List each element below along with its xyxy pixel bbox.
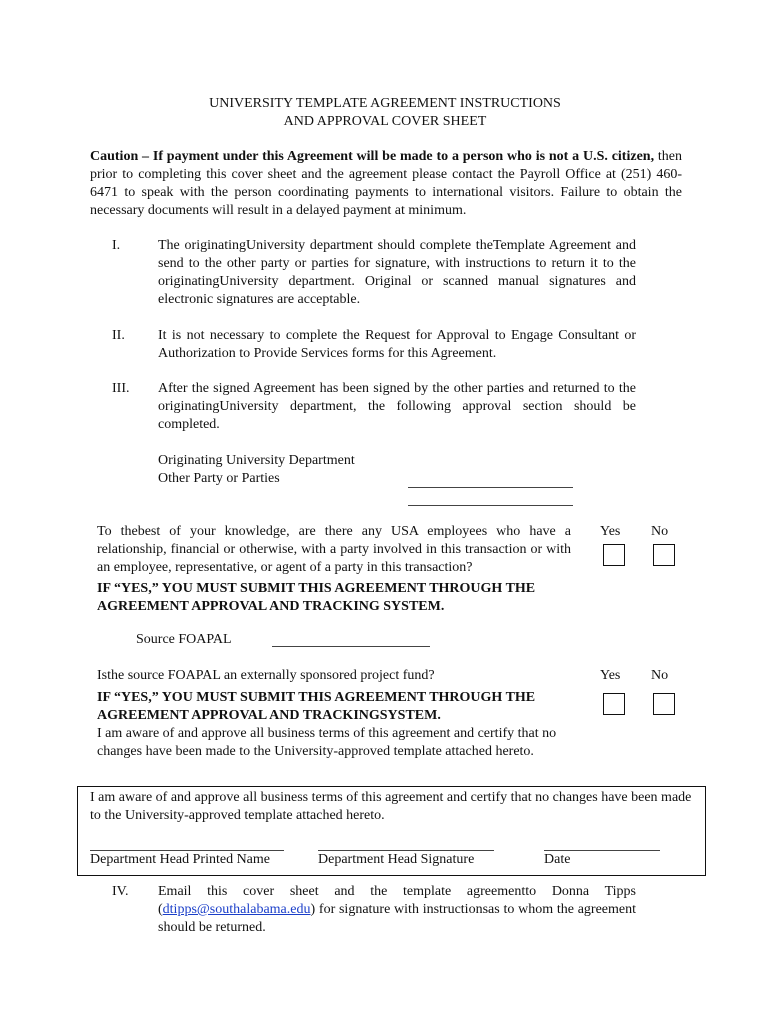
- instruction-item-4: [112, 883, 636, 937]
- document-title-line1: UNIVERSITY TEMPLATE AGREEMENT INSTRUCTIONS: [209, 96, 561, 111]
- source-foapal-label: Source FOAPAL: [136, 632, 232, 647]
- certification-text: I am aware of and approve all business terms of this agreement and certify that no changes have been made to the University-approved template attached hereto.: [90, 790, 692, 823]
- step4-text-before: Email this cover sheet and the template agreementto Donna Tipps (: [158, 884, 636, 917]
- instruction-text: [158, 883, 636, 937]
- question2-aware-text: I am aware of and approve all business terms of this agreement and certify that no changes have been made to the University-approved template attached hereto.: [97, 726, 557, 759]
- question2-no-label: No: [651, 668, 669, 683]
- other-party-label: Other Party or Parties: [158, 471, 280, 486]
- other-party-signature-line[interactable]: [408, 505, 573, 506]
- caution-body: then prior to completing this cover sheet and the agreement please contact the Payroll Office at (251) 460-6471 to speak with the person coordinating payments to international visitors. Failure to obtain the necessary documents will result in a delayed payment at minimum.: [90, 149, 683, 218]
- caution-heading: Caution – If payment under this Agreement will be made to a person who is not a U.S. citizen,: [90, 149, 655, 164]
- question2-text: Isthe source FOAPAL an externally sponsored project fund?: [97, 668, 435, 683]
- step4-text-after: ) for signature with instructionsas to whom the agreement should be returned.: [158, 902, 636, 935]
- instruction-number: IV.: [112, 884, 129, 899]
- document-title-line2: AND APPROVAL COVER SHEET: [283, 114, 487, 129]
- instruction-text: It is not necessary to complete the Request for Approval to Engage Consultant or Authorization to Provide Services forms for this Agreement.: [158, 328, 636, 361]
- email-link[interactable]: dtipps@southalabama.edu: [162, 902, 311, 917]
- question2-yes-label: Yes: [600, 668, 621, 683]
- question1-warning: IF “YES,” YOU MUST SUBMIT THIS AGREEMENT THROUGH THE AGREEMENT APPROVAL AND TRACKING SYSTEM.: [97, 581, 536, 614]
- originating-department-label: Originating University Department: [158, 453, 355, 468]
- question1-yes-checkbox[interactable]: [603, 544, 625, 566]
- printed-name-label: Department Head Printed Name: [90, 852, 270, 867]
- instruction-item-1: [112, 237, 636, 309]
- question2-no-checkbox[interactable]: [653, 693, 675, 715]
- source-foapal-input-line[interactable]: [272, 646, 430, 647]
- question1-yes-label: Yes: [600, 524, 621, 539]
- question2-warning: IF “YES,” YOU MUST SUBMIT THIS AGREEMENT THROUGH THE AGREEMENT APPROVAL AND TRACKINGSYSTEM.: [97, 690, 536, 723]
- question1-text: To thebest of your knowledge, are there any USA employees who have a relationship, financial or otherwise, with a party involved in this transaction or with an employee, representative, or agent of a party in this transaction?: [97, 524, 571, 575]
- instruction-text: After the signed Agreement has been signed by the other parties and returned to the originatingUniversity department, the following approval section should be completed.: [158, 381, 636, 432]
- head-signature-label: Department Head Signature: [318, 852, 475, 867]
- instruction-number: II.: [112, 328, 125, 343]
- instruction-text: The originatingUniversity department should complete theTemplate Agreement and send to the other party or parties for signature, with instructions to return it to the originatingUniversity department. Original or scanned manual signatures and electronic signatures are acceptable.: [158, 238, 636, 307]
- department-signature-line[interactable]: [408, 487, 573, 488]
- instruction-item-2: [112, 327, 636, 363]
- instruction-item-3: [112, 380, 636, 434]
- date-label: Date: [544, 852, 571, 867]
- instruction-number: III.: [112, 381, 130, 396]
- certification-box: [77, 786, 706, 876]
- question2-yes-checkbox[interactable]: [603, 693, 625, 715]
- question1-no-checkbox[interactable]: [653, 544, 675, 566]
- instruction-number: I.: [112, 238, 121, 253]
- question1-no-label: No: [651, 524, 669, 539]
- caution-paragraph: [90, 148, 682, 220]
